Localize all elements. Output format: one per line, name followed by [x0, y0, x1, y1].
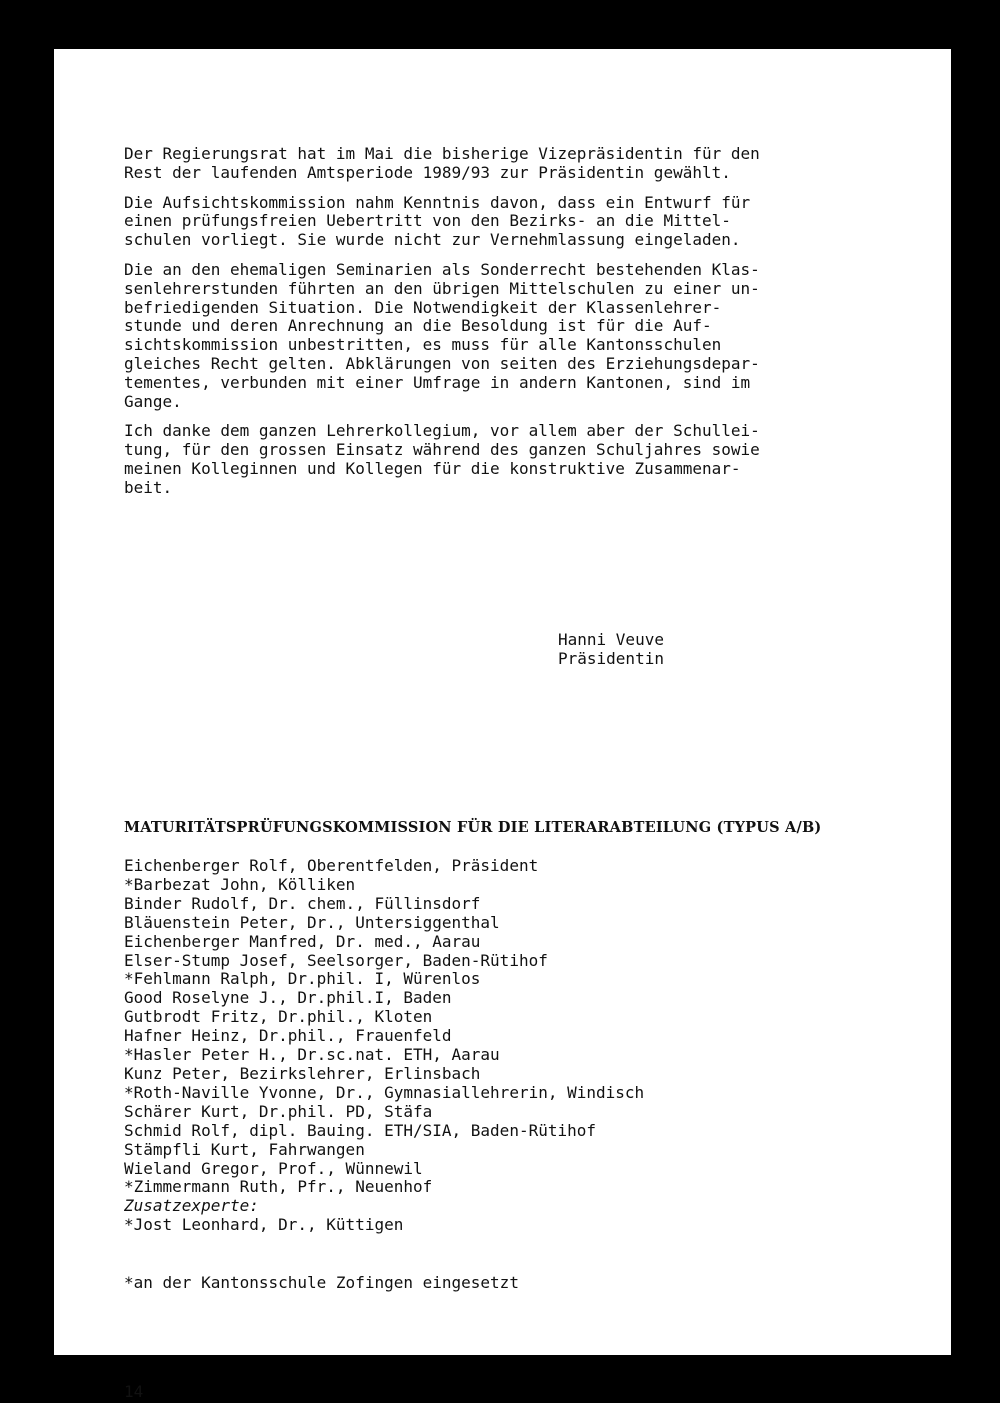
list-item: Hafner Heinz, Dr.phil., Frauenfeld	[124, 1026, 452, 1046]
additional-expert-member: *Jost Leonhard, Dr., Küttigen	[124, 1215, 404, 1235]
signature-block	[558, 630, 664, 668]
list-item: *Roth-Naville Yvonne, Dr., Gymnasiallehrerin, Windisch	[124, 1082, 645, 1102]
document-page	[54, 49, 951, 1401]
list-item: *Zimmermann Ruth, Pfr., Neuenhof	[124, 1177, 433, 1197]
list-item: Good Roselyne J., Dr.phil.I, Baden	[124, 988, 452, 1008]
list-item: Gutbrodt Fritz, Dr.phil., Kloten	[124, 1007, 433, 1027]
commission-member-list	[124, 857, 644, 1235]
paragraph-thanks: Ich danke dem ganzen Lehrerkollegium, vor allem aber der Schullei- tung, für den grossen Einsatz während des ganzen Schuljahres sowie meinen Kolleginnen und Kollegen für die konstruktive Zusammenar- beit.	[124, 421, 760, 497]
signature-role: Präsidentin	[558, 649, 664, 668]
list-item: Stämpfli Kurt, Fahrwangen	[124, 1139, 365, 1159]
list-item: Elser-Stump Josef, Seelsorger, Baden-Rütihof	[124, 950, 548, 970]
list-item: *Fehlmann Ralph, Dr.phil. I, Würenlos	[124, 969, 481, 989]
list-item: Bläuenstein Peter, Dr., Untersiggenthal	[124, 912, 500, 932]
page-number: 14	[124, 1382, 144, 1401]
paragraph-election: Der Regierungsrat hat im Mai die bisherige Vizepräsidentin für den Rest der laufenden Amtsperiode 1989/93 zur Präsidentin gewählt.	[124, 144, 760, 182]
list-item: *Hasler Peter H., Dr.sc.nat. ETH, Aarau	[124, 1045, 500, 1065]
signature-name: Hanni Veuve	[558, 630, 664, 649]
list-item: *Barbezat John, Kölliken	[124, 874, 356, 894]
commission-heading: MATURITÄTSPRÜFUNGSKOMMISSION FÜR DIE LITERARABTEILUNG (TYPUS A/B)	[124, 819, 822, 836]
footnote: *an der Kantonsschule Zofingen eingesetzt	[124, 1273, 519, 1292]
list-item: Wieland Gregor, Prof., Wünnewil	[124, 1158, 423, 1178]
list-item: Schärer Kurt, Dr.phil. PD, Stäfa	[124, 1101, 433, 1121]
page-content	[124, 144, 888, 1401]
list-item: Schmid Rolf, dipl. Bauing. ETH/SIA, Baden-Rütihof	[124, 1120, 597, 1140]
paragraph-supervisory-commission: Die Aufsichtskommission nahm Kenntnis davon, dass ein Entwurf für einen prüfungsfreien Uebertritt von den Bezirks- an die Mittel- schulen vorliegt. Sie wurde nicht zur Vernehmlassung eingeladen.	[124, 192, 751, 250]
list-item: Eichenberger Rolf, Oberentfelden, Präsident	[124, 856, 539, 875]
additional-expert-label: Zusatzexperte:	[124, 1196, 259, 1216]
list-item: Eichenberger Manfred, Dr. med., Aarau	[124, 931, 481, 951]
list-item: Binder Rudolf, Dr. chem., Füllinsdorf	[124, 893, 481, 913]
list-item: Kunz Peter, Bezirkslehrer, Erlinsbach	[124, 1063, 481, 1083]
paragraph-class-teacher-hours: Die an den ehemaligen Seminarien als Sonderrecht bestehenden Klas- senlehrerstunden führten an den übrigen Mittelschulen zu einer un- befriedigenden Situation. Die Notwendigkeit der Klassenlehrer- stunde und deren Anrechnung an die Besoldung ist für die Auf- sichtskommission unbestritten, es muss für alle Kantonsschulen gleiches Recht gelten. Abklärungen von seiten des Erziehungsdepar- tementes, verbunden mit einer Umfrage in andern Kantonen, sind im Gange.	[124, 259, 760, 411]
